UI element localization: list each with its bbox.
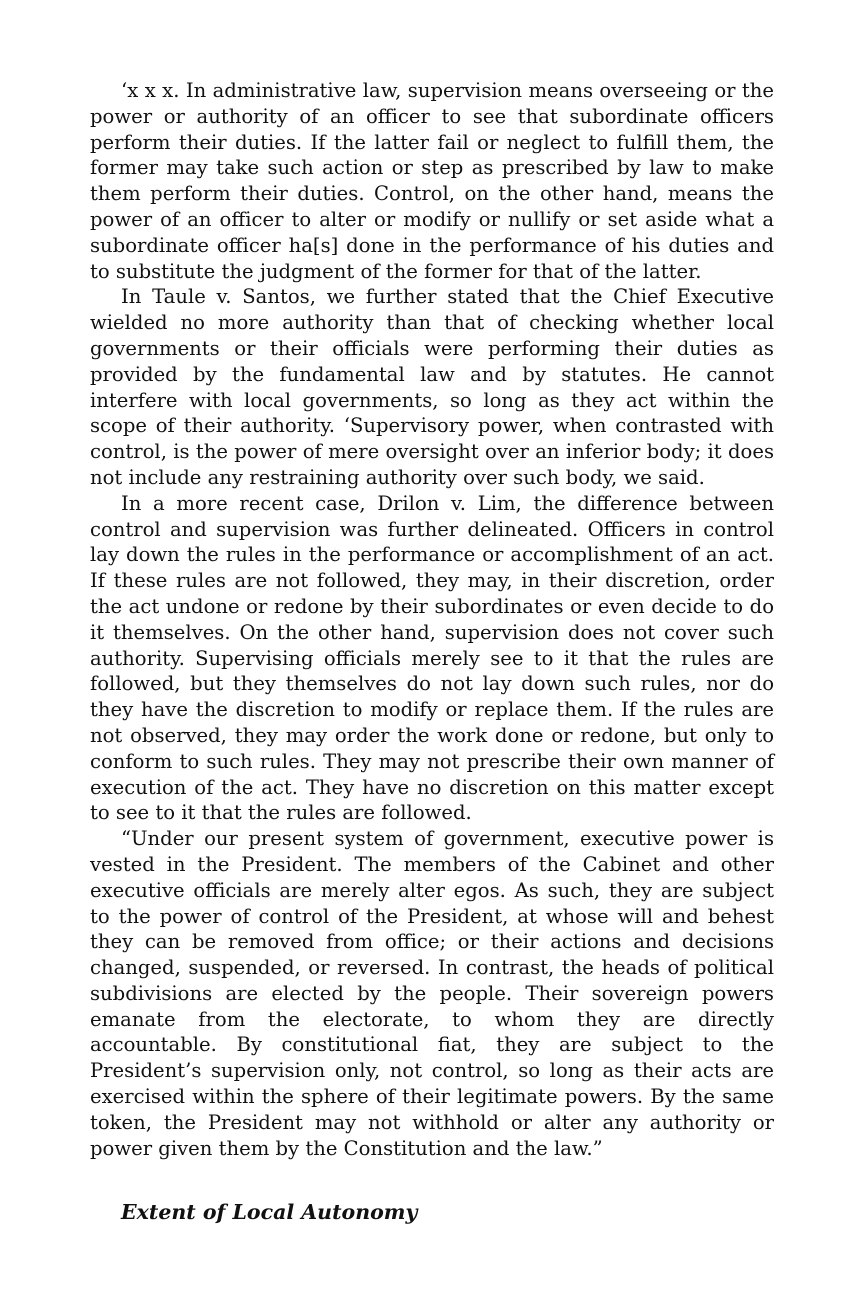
paragraph-executive-power: “Under our present system of government, executive power is vested in the President. The members of the Cabinet and other executive officials are merely alter egos. As such, they are subject to the power of control of the President, at whose will and behest they can be removed from office; or their actions and decisions changed, suspended, or reversed. In contrast, the heads of political subdivisions are elected by the people. Their sovereign powers emanate from the electorate, to whom they are directly accountable. By constitutional fiat, they are subject to the President’s supervision only, not control, so long as their acts are exercised within the sphere of their legitimate powers. By the same token, the President may not withhold or alter any authority or power given them by the Constitution and the law.”: [90, 827, 774, 1160]
paragraph-drilon-v-lim: In a more recent case, Drilon v. Lim, the difference between control and supervision was further delineated. Officers in control lay down the rules in the performance or accomplishment of an act. If these rules are not followed, they may, in their discretion, order the act undone or redone by their subordinates or even decide to do it themselves. On the other hand, supervision does not cover such authority. Supervising officials merely see to it that the rules are followed, but they themselves do not lay down such rules, nor do they have the discretion to modify or replace them. If the rules are not observed, they may order the work done or redone, but only to conform to such rules. They may not prescribe their own manner of execution of the act. They have no discretion on this matter except to see to it that the rules are followed.: [90, 491, 774, 825]
section-heading: Extent of Local Autonomy: [121, 1200, 418, 1225]
paragraph-supervision-definition: ‘x x x. In administrative law, supervision means overseeing or the power or authority of an officer to see that subordinate officers perform their duties. If the latter fail or neglect to fulfill them, the former may take such action or step as prescribed by law to make them perform their duties. Control, on the other hand, means the power of an officer to alter or modify or nullify or set aside what a subordinate officer ha[s] done in the performance of his duties and to substitute the judgment of the former for that of the latter.: [90, 79, 774, 283]
document-page: [90, 78, 774, 1225]
paragraph-taule-v-santos: In Taule v. Santos, we further stated that the Chief Executive wielded no more authority than that of checking whether local governments or their officials were performing their duties as provided by the fundamental law and by statutes. He cannot interfere with local governments, so long as they act within the scope of their authority. ‘Supervisory power, when contrasted with control, is the power of mere oversight over an inferior body; it does not include any restraining authority over such body, we said.: [90, 285, 774, 489]
